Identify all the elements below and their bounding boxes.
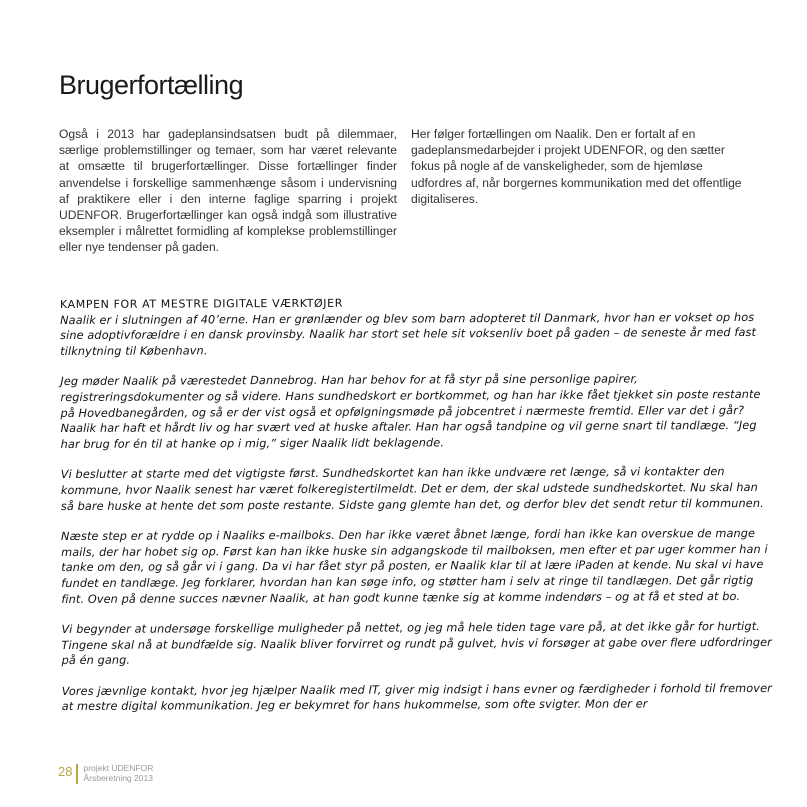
intro-paragraph-right: Her følger fortællingen om Naalik. Den er fortalt af en gadeplansmedarbejder i projekt UDENFOR, og den sætter fokus på nogle af de vanskeligheder, som de hjemløse udfordres af, når borgernes kommunikation med det offentlige digitaliseres.	[411, 127, 742, 206]
page-footer	[58, 764, 153, 786]
handwritten-story	[60, 294, 774, 730]
story-paragraph: Vi beslutter at starte med det vigtigste først. Sundhedskortet kan han ikke undvære ret længe, så vi kontakter den kommune, hvor Naalik senest har været folkeregistertilmeldt. Det er dem, der skal udstede sundhedskortet. Nu skal han så bare huske at hente det som poste restante. Sidste gang glemte han det, og derfor blev det sendt retur til kommunen.	[60, 465, 764, 513]
story-paragraph: Næste step er at rydde op i Naaliks e-mailboks. Den har ikke været åbnet længe, fordi han ikke kan overskue de mange mails, der har hobet sig op. Først kan han ikke huske sin adgangskode til mailboksen, men efter et par uger kommer han i tanke om den, og så går vi i gang. Da vi har fået styr på posten, er Naalik klar til at lære iPaden at kende. Nu skal vi have fundet en tandlæge. Jeg forklarer, hvordan han kan søge info, og støtter ham i selv at ringe til tandlægen. Det går rigtig fint. Oven på denne succes nævner Naalik, at han godt kunne tænke sig at komme indendørs – og at få et sted at bo.	[61, 527, 768, 606]
story-paragraph: Naalik er i slutningen af 40’erne. Han er grønlænder og blev som barn adopteret til Danmark, hvor han er vokset op hos sine adoptivforældre i en dansk provinsby. Naalik har stort set hele sit voksenliv boet på gaden – de seneste år med fast tilknytning til København.	[60, 310, 757, 358]
story-paragraph: Vores jævnlige kontakt, hvor jeg hjælper Naalik med IT, giver mig indsigt i hans evner og færdigheder i forhold til fremover at mestre digital kommunikation. Jeg er bekymret for hans hukommelse, som ofte svigter. Mon der er	[61, 681, 772, 714]
page-number: 28	[58, 764, 73, 779]
intro-paragraph-left: Også i 2013 har gadeplansindsatsen budt på dilemmaer, særlige problemstillinger og temaer, som har været relevante at omsætte til brugerfortællinger. Disse fortællinger finder anvendelse i forskellige sammenhænge såsom i undervisning af praktikere eller i den interne faglige sparring i projekt UDENFOR. Brugerfortællinger kan også indgå som illustrative eksempler i målrettet formidling af komplekse problemstillinger eller nye tendenser på gaden.	[59, 127, 397, 255]
story-paragraph: Jeg møder Naalik på værestedet Dannebrog. Han har behov for at få styr på sine personlige papirer, registreringsdokumenter og så videre. Hans sundhedskort er bortkommet, og han har ikke fået tjekket sin poste restante på Hovedbanegården, og så er der vist også et opfølgningsmøde på jobcentret i nærmeste fremtid. Eller var det i går? Naalik har haft et hårdt liv og har svært ved at huske aftaler. Han har også tandpine og vil gerne snart til tandlæge. “Jeg har brug for én til at hanke op i mig,” siger Naalik lidt beklagende.	[60, 372, 761, 451]
story-paragraph: Vi begynder at undersøge forskellige muligheder på nettet, og jeg må hele tiden tage vare på, at det ikke går for hurtigt. Tingene skal nå at bundfælde sig. Naalik bliver forvirret og rundt på gulvet, hvis vi forsøger at gabe over flere udfordringer på én gang.	[61, 620, 772, 668]
footer-line-report: Årsberetning 2013	[83, 772, 153, 783]
footer-line-project: projekt UDENFOR	[83, 763, 154, 773]
page-title: Brugerfortælling	[59, 70, 244, 100]
story-heading: KAMPEN FOR AT MESTRE DIGITALE VÆRKTØJER	[60, 296, 343, 311]
footer-divider	[76, 764, 78, 784]
footer-publication	[83, 764, 153, 783]
